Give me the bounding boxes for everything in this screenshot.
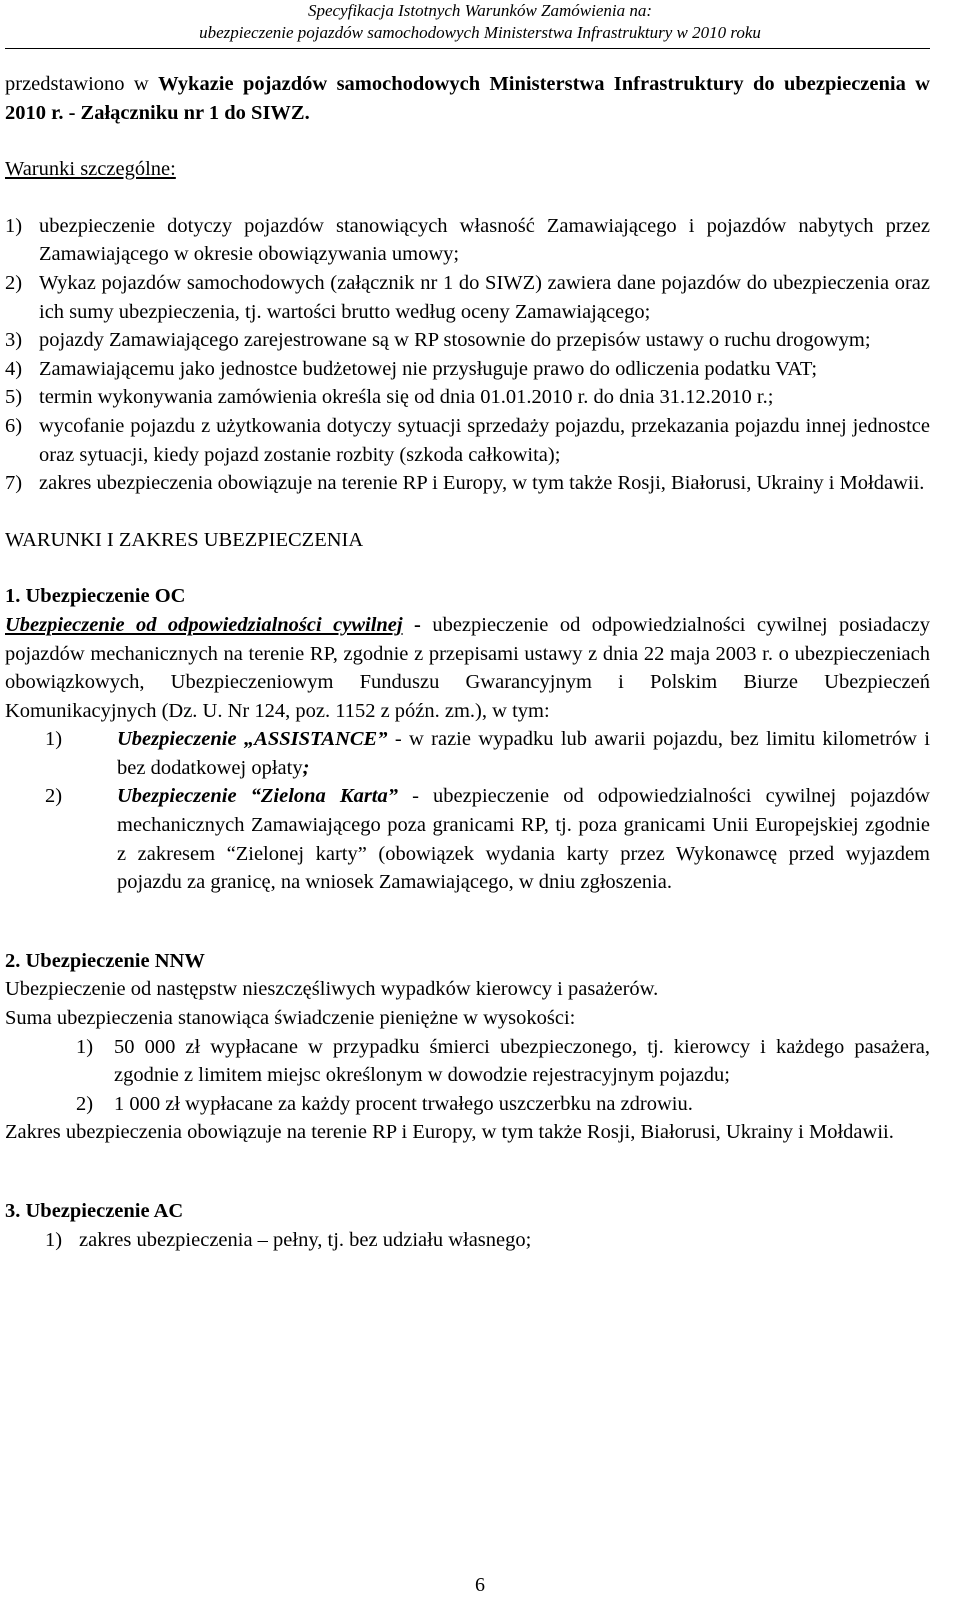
oc-item-name: Ubezpieczenie “Zielona Karta” bbox=[117, 785, 398, 808]
list-item bbox=[5, 355, 930, 384]
page-number: 6 bbox=[475, 1574, 485, 1596]
list-number: 1) bbox=[76, 1035, 94, 1058]
list-text: - ubezpieczenie od odpowiedzialności cywilnej pojazdów mechanicznych Zamawiającego poza granicami RP, tj. poza granicami Unii Europejskiej zgodnie z zakresem “Zielonej karty” (obowiązek wydania karty przez Wykonawcę przed wyjazdem pojazdu za granicę, na wniosek Zamawiającego, w dniu zgłoszenia. bbox=[117, 785, 930, 894]
intro-prefix: przedstawiono w bbox=[5, 73, 159, 95]
header-line-1: Specyfikacja Istotnych Warunków Zamówienia na: bbox=[307, 1, 653, 20]
list-text: 1 000 zł wypłacane za każdy procent trwałego uszczerbku na zdrowiu. bbox=[114, 1092, 693, 1115]
oc-item-end: ; bbox=[302, 756, 310, 779]
list-number: 3) bbox=[5, 329, 23, 352]
list-item bbox=[76, 1090, 930, 1119]
ac-heading: 3. Ubezpieczenie AC bbox=[5, 1200, 184, 1222]
oc-lead-dash: - bbox=[402, 613, 433, 636]
list-number: 5) bbox=[5, 386, 23, 409]
list-text: zakres ubezpieczenia obowiązuje na terenie RP i Europy, w tym także Rosji, Białorusi, Ukrainy i Mołdawii. bbox=[39, 472, 925, 495]
list-text: Zamawiającemu jako jednostce budżetowej nie przysługuje prawo do odliczenia podatku VAT; bbox=[39, 357, 818, 380]
oc-list bbox=[5, 725, 930, 897]
ac-list bbox=[5, 1226, 930, 1255]
nnw-line-2: Suma ubezpieczenia stanowiąca świadczenie pieniężne w wysokości: bbox=[5, 1007, 576, 1030]
list-text: - w razie wypadku lub awarii pojazdu, bez limitu kilometrów i bez dodatkowej opłaty bbox=[117, 728, 930, 779]
oc-paragraph bbox=[5, 611, 930, 725]
list-number: 4) bbox=[5, 357, 23, 380]
conditions-heading: Warunki szczególne: bbox=[5, 158, 176, 181]
list-number: 1) bbox=[45, 1228, 63, 1251]
nnw-heading: 2. Ubezpieczenie NNW bbox=[5, 949, 205, 972]
list-text: Wykaz pojazdów samochodowych (załącznik nr 1 do SIWZ) zawiera dane pojazdów do ubezpieczenia oraz ich sumy ubezpieczenia, tj. wartości brutto według oceny Zamawiającego; bbox=[39, 271, 930, 323]
list-number: 2) bbox=[5, 271, 23, 294]
list-item bbox=[5, 412, 930, 469]
document-body bbox=[5, 70, 930, 1254]
list-item bbox=[45, 1226, 930, 1255]
list-text: pojazdy Zamawiającego zarejestrowane są w RP stosownie do przepisów ustawy o ruchu drogowym; bbox=[39, 329, 871, 352]
list-text: termin wykonywania zamówienia określa się od dnia 01.01.2010 r. do dnia 31.12.2010 r.; bbox=[39, 386, 774, 409]
list-item bbox=[76, 1033, 930, 1090]
list-item bbox=[5, 212, 930, 269]
list-number: 1) bbox=[5, 214, 23, 237]
nnw-scope: Zakres ubezpieczenia obowiązuje na terenie RP i Europy, w tym także Rosji, Białorusi, Ukrainy i Mołdawii. bbox=[5, 1121, 894, 1144]
list-number: 6) bbox=[5, 414, 23, 437]
list-number: 2) bbox=[45, 785, 63, 808]
list-text: zakres ubezpieczenia – pełny, tj. bez udziału własnego; bbox=[79, 1228, 532, 1251]
list-text: wycofanie pojazdu z użytkowania dotyczy sytuacji sprzedaży pojazdu, przekazania pojazdu innej jednostce oraz sytuacji, kiedy pojazd zostanie rozbity (szkoda całkowita); bbox=[39, 414, 930, 466]
list-number: 1) bbox=[45, 728, 63, 751]
list-number: 2) bbox=[76, 1092, 94, 1115]
oc-item-name: Ubezpieczenie „ASSISTANCE” bbox=[117, 728, 388, 751]
list-item bbox=[5, 326, 930, 355]
list-item bbox=[45, 782, 930, 896]
oc-body: ubezpieczenie od odpowiedzialności cywilnej posiadaczy pojazdów mechanicznych na terenie RP, zgodnie z przepisami ustawy z dnia 22 maja 2003 r. o ubezpieczeniach obowiązkowych, Ubezpieczeniowym Funduszu Gwarancyjnym i Polskim Biurze Ubezpieczeń Komunikacyjnych (Dz. U. Nr 124, poz. 1152 z późn. zm.), w tym: bbox=[5, 613, 931, 722]
oc-heading: 1. Ubezpieczenie OC bbox=[5, 585, 186, 608]
header-line-2: ubezpieczenie pojazdów samochodowych Ministerstwa Infrastruktury w 2010 roku bbox=[199, 23, 761, 42]
list-item bbox=[5, 469, 930, 498]
list-text: ubezpieczenie dotyczy pojazdów stanowiących własność Zamawiającego i pojazdów nabytych przez Zamawiającego w okresie obowiązywania umowy; bbox=[39, 214, 930, 266]
intro-paragraph bbox=[5, 70, 930, 127]
list-item bbox=[45, 725, 930, 782]
nnw-line-1: Ubezpieczenie od następstw nieszczęśliwych wypadków kierowcy i pasażerów. bbox=[5, 978, 659, 1001]
list-item bbox=[5, 269, 930, 326]
intro-bold: Wykazie pojazdów samochodowych Ministerstwa Infrastruktury do ubezpieczenia w 2010 r. - Załączniku nr 1 do SIWZ. bbox=[5, 73, 930, 124]
list-text: 50 000 zł wypłacane w przypadku śmierci ubezpieczonego, tj. kierowcy i każdego pasażera, zgodnie z limitem miejsc określonym w dowodzie rejestracyjnym pojazdu; bbox=[114, 1035, 930, 1087]
oc-lead: Ubezpieczenie od odpowiedzialności cywilnej bbox=[5, 613, 403, 636]
header-rule bbox=[5, 48, 930, 49]
nnw-list bbox=[5, 1033, 930, 1119]
conditions-list bbox=[5, 212, 930, 498]
list-item bbox=[5, 383, 930, 412]
section-title: WARUNKI I ZAKRES UBEZPIECZENIA bbox=[5, 528, 364, 551]
list-number: 7) bbox=[5, 472, 23, 495]
page-header bbox=[0, 0, 960, 44]
